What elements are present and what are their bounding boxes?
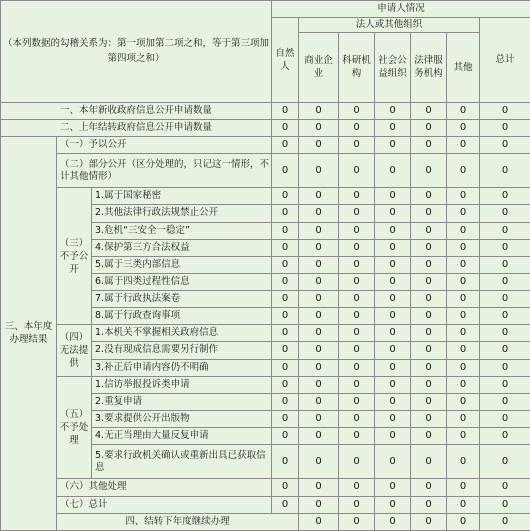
cell-value: 0 (447, 205, 480, 222)
cell-value: 0 (480, 410, 530, 427)
cell-value: 0 (299, 273, 339, 290)
cell-value: 0 (339, 291, 375, 308)
cell-value: 0 (272, 136, 299, 153)
cell-value: 0 (272, 428, 299, 445)
cell-value: 0 (339, 479, 375, 496)
header-commercial: 商业企业 (299, 32, 339, 102)
cell-value: 0 (447, 445, 480, 479)
cell-value: 0 (272, 239, 299, 256)
cell-value: 0 (375, 445, 411, 479)
row-label-carry-forward: 四、结转下年度继续办理 (57, 513, 299, 530)
cell-value: 0 (411, 273, 447, 290)
cell-value: 0 (447, 376, 480, 393)
cell-value: 0 (299, 342, 339, 359)
cell-value: 0 (411, 325, 447, 342)
cell-value: 0 (339, 325, 375, 342)
cell-value: 0 (339, 445, 375, 479)
cell-value: 0 (272, 325, 299, 342)
cell-value: 0 (480, 119, 530, 136)
cell-value: 0 (411, 393, 447, 410)
cell-value: 0 (375, 513, 411, 530)
cell-value: 0 (447, 410, 480, 427)
row-label-carryover: 二、上年结转政府信息公开申请数量 (1, 119, 272, 136)
cell-value: 0 (375, 410, 411, 427)
row-label: 4.保护第三方合法权益 (92, 239, 272, 256)
cell-value: 0 (447, 479, 480, 496)
cell-value: 0 (411, 239, 447, 256)
cell-value: 0 (339, 222, 375, 239)
cell-value: 0 (339, 359, 375, 376)
cell-value: 0 (299, 256, 339, 273)
header-other: 其他 (447, 32, 480, 102)
table-row (1, 154, 530, 188)
cell-value: 0 (299, 154, 339, 188)
table-row (1, 119, 530, 136)
row-label: 1.属于国家秘密 (92, 188, 272, 205)
row-label-other-handling: （六）其他处理 (57, 479, 272, 496)
cell-value: 0 (447, 291, 480, 308)
cell-value: 0 (339, 308, 375, 325)
cell-value: 0 (411, 154, 447, 188)
cell-value: 0 (411, 222, 447, 239)
cell-value: 0 (480, 239, 530, 256)
cell-value: 0 (375, 119, 411, 136)
cell-value: 0 (411, 428, 447, 445)
cell-value: 0 (411, 205, 447, 222)
cell-value: 0 (272, 119, 299, 136)
row-label: 1.本机关不掌握相关政府信息 (92, 325, 272, 342)
cell-value: 0 (411, 496, 447, 513)
cell-value: 0 (339, 136, 375, 153)
cell-value: 0 (299, 308, 339, 325)
cell-value: 0 (299, 359, 339, 376)
cell-value: 0 (480, 428, 530, 445)
cell-value: 0 (411, 119, 447, 136)
section-results-label: 三、本年度办理结果 (1, 136, 57, 530)
cell-value: 0 (447, 154, 480, 188)
cell-value: 0 (480, 222, 530, 239)
cell-value: 0 (339, 102, 375, 119)
cell-value: 0 (375, 308, 411, 325)
cell-value: 0 (411, 410, 447, 427)
cell-value: 0 (299, 325, 339, 342)
cell-value: 0 (480, 325, 530, 342)
cell-value: 0 (339, 376, 375, 393)
row-label: 3.危机“三安全一稳定” (92, 222, 272, 239)
cell-value: 0 (375, 136, 411, 153)
cell-value: 0 (272, 410, 299, 427)
row-label: 5.要求行政机关确认或重新出具已获取信息 (92, 445, 272, 479)
cell-value: 0 (447, 342, 480, 359)
cell-value: 0 (339, 273, 375, 290)
cell-value: 0 (339, 496, 375, 513)
cell-value: 0 (299, 291, 339, 308)
cell-value: 0 (480, 342, 530, 359)
table-row (1, 496, 530, 513)
table-row (1, 479, 530, 496)
cell-value: 0 (375, 376, 411, 393)
row-label: 2.重复申请 (92, 393, 272, 410)
cell-value: 0 (375, 154, 411, 188)
cell-value: 0 (375, 479, 411, 496)
cell-value: 0 (480, 291, 530, 308)
cell-value: 0 (272, 342, 299, 359)
cell-value: 0 (272, 256, 299, 273)
cell-value: 0 (411, 359, 447, 376)
cell-value: 0 (339, 188, 375, 205)
cell-value: 0 (411, 445, 447, 479)
row-label-new: 一、本年新收政府信息公开申请数量 (1, 102, 272, 119)
cell-value: 0 (339, 119, 375, 136)
cell-value: 0 (411, 513, 447, 530)
row-label: 7.属于行政执法案卷 (92, 291, 272, 308)
cell-value: 0 (272, 359, 299, 376)
cell-value: 0 (272, 291, 299, 308)
cell-value: 0 (299, 376, 339, 393)
table-row (1, 188, 530, 205)
cell-value: 0 (299, 119, 339, 136)
cell-value: 0 (480, 393, 530, 410)
row-label-partial: （二）部分公开（区分处理的，只记这一情形，不计其他情形） (57, 154, 272, 188)
cell-value: 0 (447, 325, 480, 342)
cell-value: 0 (299, 188, 339, 205)
header-research: 科研机构 (339, 32, 375, 102)
cell-value: 0 (447, 102, 480, 119)
cell-value: 0 (411, 291, 447, 308)
cell-value: 0 (480, 205, 530, 222)
cell-value: 0 (299, 393, 339, 410)
row-label: 3.要求提供公开出版物 (92, 410, 272, 427)
cell-value: 0 (272, 308, 299, 325)
group-label-withheld: （三）不予公开 (57, 188, 92, 325)
cell-value: 0 (299, 445, 339, 479)
cell-value: 0 (480, 154, 530, 188)
cell-value: 0 (375, 205, 411, 222)
table-row (1, 376, 530, 393)
row-label-total: （七）总计 (57, 496, 272, 513)
cell-value: 0 (447, 119, 480, 136)
cell-value: 0 (480, 273, 530, 290)
group-label-not-processed: （五）不予处理 (57, 376, 92, 479)
table-row (1, 513, 530, 530)
cell-value: 0 (272, 376, 299, 393)
cell-value: 0 (339, 154, 375, 188)
cell-value: 0 (411, 136, 447, 153)
cell-value: 0 (299, 410, 339, 427)
cell-value: 0 (447, 273, 480, 290)
header-applicant: 申请人情况 (272, 1, 530, 18)
cell-value: 0 (480, 513, 530, 530)
cell-value: 0 (339, 256, 375, 273)
cell-value: 0 (299, 102, 339, 119)
table-row (1, 325, 530, 342)
cell-value: 0 (299, 136, 339, 153)
row-label: 1.信访举报投诉类申请 (92, 376, 272, 393)
cell-value: 0 (480, 136, 530, 153)
cell-value: 0 (375, 325, 411, 342)
cell-value: 0 (272, 102, 299, 119)
cell-value: 0 (375, 496, 411, 513)
cell-value: 0 (447, 359, 480, 376)
cell-value: 0 (375, 428, 411, 445)
cell-value: 0 (339, 239, 375, 256)
cell-value: 0 (272, 393, 299, 410)
cell-value: 0 (447, 308, 480, 325)
header-natural-person: 自然人 (272, 18, 299, 103)
cell-value: 0 (375, 239, 411, 256)
group-label-unavailable: （四）无法提供 (57, 325, 92, 376)
cell-value: 0 (480, 308, 530, 325)
cell-value: 0 (411, 308, 447, 325)
header-legal-service: 法律服务机构 (411, 32, 447, 102)
cell-value: 0 (375, 273, 411, 290)
cell-value: 0 (299, 479, 339, 496)
row-label: 5.属于三类内部信息 (92, 256, 272, 273)
cell-value: 0 (411, 479, 447, 496)
cell-value: 0 (447, 428, 480, 445)
cell-value: 0 (447, 256, 480, 273)
cell-value: 0 (447, 136, 480, 153)
row-label: 4.无正当理由大量反复申请 (92, 428, 272, 445)
cell-value: 0 (339, 513, 375, 530)
header-total: 总计 (480, 18, 530, 103)
cell-value: 0 (299, 239, 339, 256)
cell-value: 0 (299, 428, 339, 445)
cell-value: 0 (480, 445, 530, 479)
header-legal-group: 法人或其他组织 (299, 18, 480, 33)
cell-value: 0 (339, 393, 375, 410)
table-row (1, 136, 530, 153)
table-row (1, 102, 530, 119)
cell-value: 0 (375, 256, 411, 273)
cell-value: 0 (411, 256, 447, 273)
row-label-disclosed: （一）予以公开 (57, 136, 272, 153)
row-label: 8.属于行政查询事项 (92, 308, 272, 325)
cell-value: 0 (480, 376, 530, 393)
cell-value: 0 (375, 359, 411, 376)
cell-value: 0 (375, 291, 411, 308)
cell-value: 0 (272, 479, 299, 496)
cell-value: 0 (339, 205, 375, 222)
cell-value: 0 (411, 102, 447, 119)
cell-value: 0 (480, 479, 530, 496)
cell-value: 0 (375, 188, 411, 205)
cell-value: 0 (411, 342, 447, 359)
cell-value: 0 (447, 393, 480, 410)
cell-value: 0 (299, 205, 339, 222)
cell-value: 0 (447, 496, 480, 513)
cell-value: 0 (447, 188, 480, 205)
cell-value: 0 (375, 222, 411, 239)
cell-value: 0 (272, 273, 299, 290)
cell-value: 0 (447, 513, 480, 530)
cell-value: 0 (272, 445, 299, 479)
cell-value: 0 (447, 222, 480, 239)
cell-value: 0 (339, 410, 375, 427)
cell-value: 0 (272, 205, 299, 222)
cell-value: 0 (339, 342, 375, 359)
header-social-welfare: 社会公益组织 (375, 32, 411, 102)
row-label: 6.属于四类过程性信息 (92, 273, 272, 290)
cell-value: 0 (272, 154, 299, 188)
row-label: 2.其他法律行政法规禁止公开 (92, 205, 272, 222)
cell-value: 0 (299, 496, 339, 513)
cell-value: 0 (411, 376, 447, 393)
cell-value: 0 (299, 513, 339, 530)
cell-value: 0 (339, 428, 375, 445)
cell-value: 0 (272, 188, 299, 205)
header-note: （本列数据的勾稽关系为：第一项加第二项之和，等于第三项加第四项之和） (1, 1, 272, 103)
row-label: 2.没有现成信息需要另行制作 (92, 342, 272, 359)
cell-value: 0 (375, 102, 411, 119)
cell-value: 0 (272, 222, 299, 239)
cell-value: 0 (480, 188, 530, 205)
row-label: 3.补正后申请内容仍不明确 (92, 359, 272, 376)
cell-value: 0 (299, 222, 339, 239)
cell-value: 0 (480, 496, 530, 513)
cell-value: 0 (411, 188, 447, 205)
cell-value: 0 (480, 102, 530, 119)
cell-value: 0 (272, 496, 299, 513)
cell-value: 0 (375, 393, 411, 410)
cell-value: 0 (480, 359, 530, 376)
cell-value: 0 (447, 239, 480, 256)
cell-value: 0 (480, 256, 530, 273)
cell-value: 0 (375, 342, 411, 359)
